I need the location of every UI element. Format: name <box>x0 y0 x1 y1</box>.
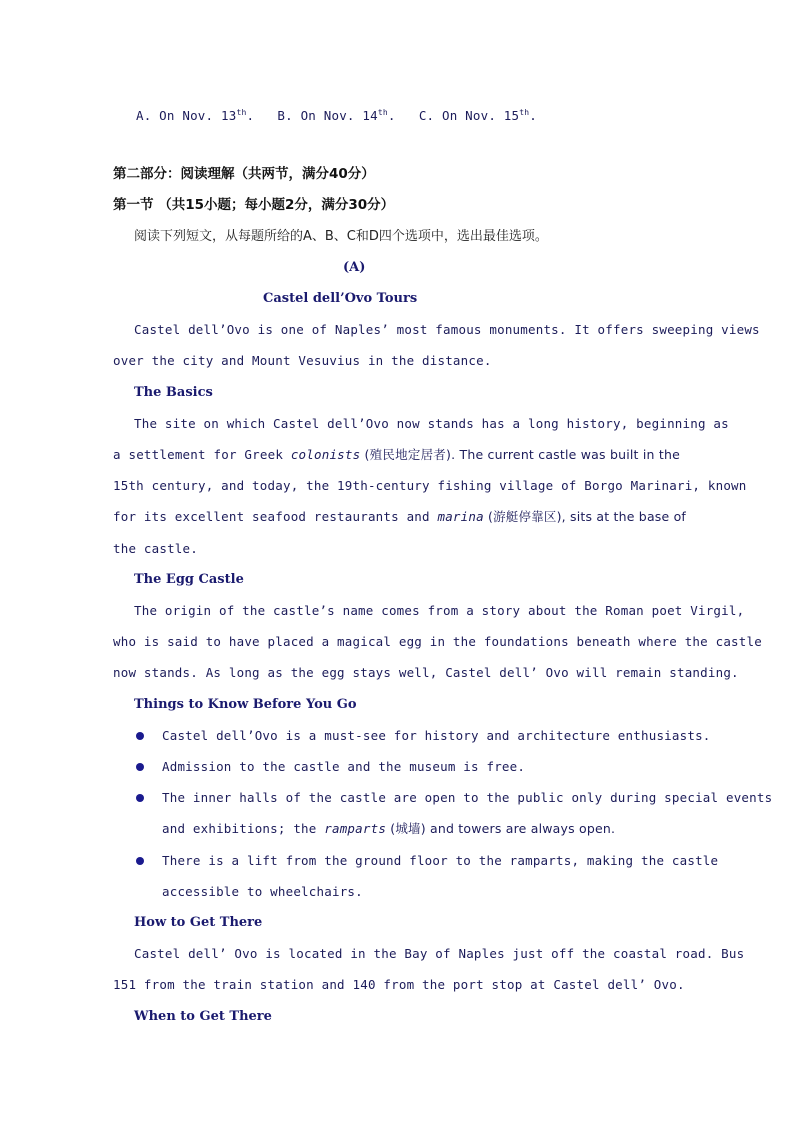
intro-line-2: over the city and Mount Vesuvius in the distance. <box>113 353 492 368</box>
passage-title: Castel dell’Ovo Tours <box>263 291 418 306</box>
intro-line-1: Castel dell’Ovo is one of Naples’ most famous monuments. It offers sweeping views <box>134 322 760 337</box>
basics-line-3: 15th century, and today, the 19th-century fishing village of Borgo Marinari, known <box>113 478 747 493</box>
bullet-icon <box>136 732 144 740</box>
section1-title: 第一节 （共15小题；每小题2分，满分30分） <box>113 197 395 213</box>
instructions: 阅读下列短文，从每题所给的A、B、C和D四个选项中，选出最佳选项。 <box>134 229 548 244</box>
egg-line-1: The origin of the castle’s name comes from a story about the Roman poet Virgil, <box>134 603 745 618</box>
know-bullet-4-line-2: accessible to wheelchairs. <box>162 884 363 899</box>
basics-line-5: the castle. <box>113 541 198 556</box>
egg-line-2: who is said to have placed a magical egg in the foundations beneath where the castle <box>113 634 762 649</box>
know-bullet-3-line-1: The inner halls of the castle are open to the public only during special events <box>162 790 773 805</box>
egg-line-3: now stands. As long as the egg stays well, Castel dell’ Ovo will remain standing. <box>113 665 739 680</box>
get-heading: How to Get There <box>134 915 263 930</box>
basics-line-4: for its excellent seafood restaurants and marina (游艇停靠区), sits at the base of <box>113 509 687 524</box>
basics-line-2: a settlement for Greek colonists (殖民地定居者). The current castle was built in the <box>113 447 680 462</box>
part2-title: 第二部分：阅读理解（共两节，满分40分） <box>113 166 375 182</box>
passage-label: (A) <box>343 260 366 275</box>
bullet-icon <box>136 763 144 771</box>
basics-line-1: The site on which Castel dell’Ovo now stands has a long history, beginning as <box>134 416 729 431</box>
bullet-icon <box>136 794 144 802</box>
know-bullet-4-line-1: There is a lift from the ground floor to the ramparts, making the castle <box>162 853 719 868</box>
when-heading: When to Get There <box>134 1009 272 1024</box>
option-a: A. On Nov. 13th. <box>136 108 255 123</box>
get-line-2: 151 from the train station and 140 from the port stop at Castel dell’ Ovo. <box>113 977 685 992</box>
egg-heading: The Egg Castle <box>134 572 244 587</box>
basics-heading: The Basics <box>134 385 213 400</box>
know-heading: Things to Know Before You Go <box>134 697 357 712</box>
option-b: B. On Nov. 14th. <box>277 108 396 123</box>
option-c: C. On Nov. 15th. <box>418 108 538 123</box>
know-bullet-1: Castel dell’Ovo is a must-see for history and architecture enthusiasts. <box>162 728 711 743</box>
know-bullet-3-line-2: and exhibitions; the ramparts (城墙) and towers are always open. <box>162 821 616 836</box>
answer-options <box>136 105 537 124</box>
get-line-1: Castel dell’ Ovo is located in the Bay of Naples just off the coastal road. Bus <box>134 946 745 961</box>
bullet-icon <box>136 857 144 865</box>
know-bullet-2: Admission to the castle and the museum is free. <box>162 759 526 774</box>
